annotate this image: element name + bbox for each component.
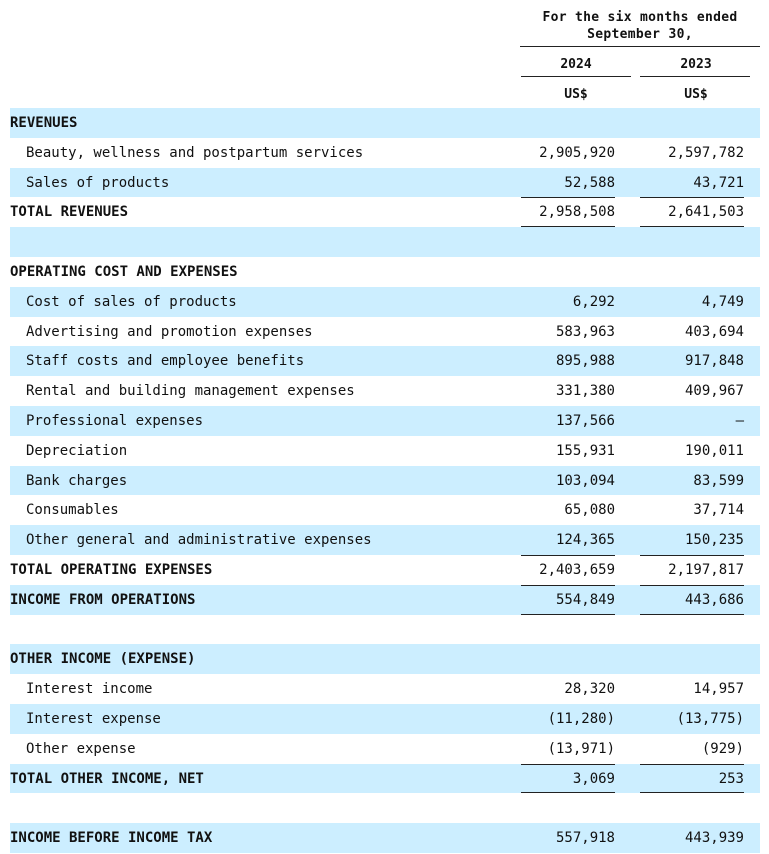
table-row xyxy=(10,525,760,555)
row-label: Professional expenses xyxy=(26,412,204,429)
table-row xyxy=(10,138,760,168)
value-2023: 253 xyxy=(718,770,744,787)
section-heading-revenues xyxy=(10,108,760,138)
row-label: Other general and administrative expenses xyxy=(26,532,372,549)
row-label: Interest expense xyxy=(26,710,161,727)
table-row xyxy=(10,287,760,317)
year-2023-header: 2023 xyxy=(680,57,712,72)
value-2024: 895,988 xyxy=(555,353,615,370)
period-underline xyxy=(520,46,760,47)
value-2024: (11,280) xyxy=(547,710,615,727)
row-label: Consumables xyxy=(26,502,119,519)
value-2024: 6,292 xyxy=(572,293,615,310)
value-2024: 155,931 xyxy=(555,442,615,459)
value-2023: — xyxy=(735,412,744,429)
year-2023-underline xyxy=(640,76,750,77)
value-2023: 409,967 xyxy=(684,383,744,400)
value-2024: 2,905,920 xyxy=(539,144,615,161)
value-2023: (13,775) xyxy=(676,710,744,727)
value-2023: 150,235 xyxy=(684,532,744,549)
total-row-operating-expenses xyxy=(10,555,760,585)
value-2024: 52,588 xyxy=(564,174,615,191)
row-label: Bank charges xyxy=(26,472,128,489)
value-2023: 190,011 xyxy=(684,442,744,459)
table-row xyxy=(10,376,760,406)
table-row xyxy=(10,317,760,347)
table-row xyxy=(10,466,760,496)
table-row xyxy=(10,734,760,764)
row-label: INCOME BEFORE INCOME TAX xyxy=(10,830,213,847)
value-2023: 2,197,817 xyxy=(668,561,744,578)
table-row xyxy=(10,495,760,525)
row-label: Other expense xyxy=(26,740,136,757)
value-2023: (929) xyxy=(701,740,744,757)
total-row-revenues xyxy=(10,197,760,227)
spacer-row xyxy=(10,227,760,257)
value-2024: 583,963 xyxy=(555,323,615,340)
row-label: Beauty, wellness and postpartum services xyxy=(26,144,364,161)
period-heading-line-2: September 30, xyxy=(587,27,693,42)
income-statement-table xyxy=(10,108,760,853)
value-2024: 331,380 xyxy=(555,383,615,400)
column-header xyxy=(0,0,769,108)
row-label: REVENUES xyxy=(10,115,78,131)
table-row xyxy=(10,436,760,466)
value-2024: 557,918 xyxy=(555,830,615,847)
value-2023: 403,694 xyxy=(684,323,744,340)
row-label: Interest income xyxy=(26,681,153,698)
currency-2024-header: US$ xyxy=(564,87,588,102)
table-row xyxy=(10,406,760,436)
spacer-row xyxy=(10,793,760,823)
row-label: Sales of products xyxy=(26,174,170,191)
row-label: TOTAL REVENUES xyxy=(10,204,129,221)
value-2024: 124,365 xyxy=(555,532,615,549)
period-heading-line-1: For the six months ended xyxy=(542,10,738,25)
period-heading xyxy=(520,9,760,43)
year-2024-underline xyxy=(521,76,631,77)
table-row xyxy=(10,704,760,734)
section-heading-operating-costs xyxy=(10,257,760,287)
row-label: OPERATING COST AND EXPENSES xyxy=(10,263,238,280)
value-2024: 65,080 xyxy=(564,502,615,519)
value-2024: 2,403,659 xyxy=(539,561,615,578)
value-2023: 443,686 xyxy=(684,591,744,608)
row-label: TOTAL OPERATING EXPENSES xyxy=(10,561,213,578)
row-label: TOTAL OTHER INCOME, NET xyxy=(10,770,204,787)
row-label: Depreciation xyxy=(26,442,128,459)
total-row-income-from-operations xyxy=(10,585,760,615)
table-row xyxy=(10,674,760,704)
row-label: INCOME FROM OPERATIONS xyxy=(10,591,196,608)
value-2024: 2,958,508 xyxy=(539,204,615,221)
value-2023: 14,957 xyxy=(693,681,744,698)
value-2023: 2,597,782 xyxy=(668,144,744,161)
value-2024: 3,069 xyxy=(572,770,615,787)
spacer-row xyxy=(10,615,760,645)
row-label: Staff costs and employee benefits xyxy=(26,353,305,370)
table-row xyxy=(10,168,760,198)
currency-2023-header: US$ xyxy=(684,87,708,102)
value-2024: 137,566 xyxy=(555,412,615,429)
value-2023: 917,848 xyxy=(684,353,744,370)
row-label: Advertising and promotion expenses xyxy=(26,323,313,340)
value-2024: 103,094 xyxy=(555,472,615,489)
section-heading-other-income xyxy=(10,644,760,674)
total-row-other-income xyxy=(10,764,760,794)
value-2024: 28,320 xyxy=(564,681,615,698)
value-2023: 83,599 xyxy=(693,472,744,489)
value-2023: 4,749 xyxy=(701,293,744,310)
year-2024-header: 2024 xyxy=(560,57,592,72)
value-2023: 37,714 xyxy=(693,502,744,519)
table-row xyxy=(10,346,760,376)
row-label: Rental and building management expenses xyxy=(26,383,355,400)
value-2024: (13,971) xyxy=(547,740,615,757)
value-2023: 43,721 xyxy=(693,174,744,191)
row-label: Cost of sales of products xyxy=(26,293,237,310)
value-2023: 443,939 xyxy=(684,830,744,847)
value-2024: 554,849 xyxy=(555,591,615,608)
total-row-income-before-tax xyxy=(10,823,760,853)
value-2023: 2,641,503 xyxy=(668,204,744,221)
row-label: OTHER INCOME (EXPENSE) xyxy=(10,651,196,668)
